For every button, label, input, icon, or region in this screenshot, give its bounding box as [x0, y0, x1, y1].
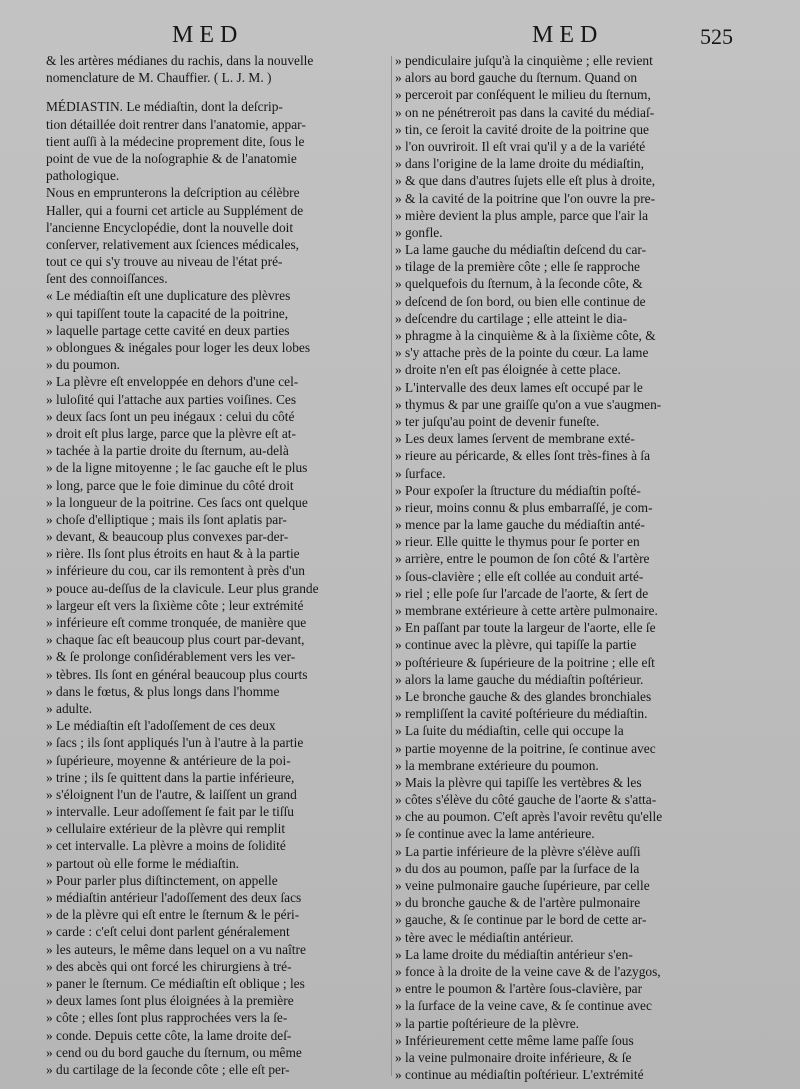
text-line: » deux ſacs ſont un peu inégaux : celui du côté: [46, 408, 295, 424]
text-line: pathologique.: [46, 168, 120, 184]
text-line: » intervalle. Leur adoſſement ſe fait par le tiſſu: [46, 804, 295, 820]
text-line: » thymus & par une graiſſe qu'on a vue s'augmen-: [395, 396, 662, 412]
paragraph: [46, 98, 396, 1078]
text-line: » tilage de la première côte ; elle ſe rapproche: [395, 259, 640, 275]
running-head-left: MED: [172, 22, 244, 48]
text-line: » tachée à la partie droite du ſternum, au-delà: [46, 443, 289, 459]
text-line: » cend ou du bord gauche du ſternum, ou même: [46, 1044, 302, 1060]
text-line: » & ſe prolonge conſidérablement vers les ver-: [46, 649, 296, 665]
text-line: » oblongues & inégales pour loger les deux lobes: [46, 340, 311, 355]
text-line: » laquelle partage cette cavité en deux parties: [46, 322, 290, 338]
text-line: » qui tapiſſent toute la capacité de la poitrine,: [46, 305, 289, 321]
text-line: » Les deux lames ſervent de membrane exté-: [395, 431, 635, 447]
text-line: » gonfle.: [395, 224, 443, 240]
text-line: » Le médiaſtin eſt l'adoſſement de ces deux: [46, 718, 276, 734]
text-line: » ſous-clavière ; elle eſt collée au conduit arté-: [395, 568, 644, 584]
text-line: » Pour expoſer la ſtructure du médiaſtin poſté-: [395, 482, 641, 498]
text-line: » rière. Ils ſont plus étroits en haut & à la partie: [46, 546, 300, 562]
text-line: » ſe continue avec la lame antérieure.: [395, 826, 595, 842]
text-line: » droite n'en eſt pas éloignée à cette place.: [395, 362, 621, 378]
text-line: » continue avec la plèvre, qui tapiſſe la partie: [395, 637, 637, 653]
text-line: » Mais la plèvre qui tapiſſe les vertèbres & les: [395, 774, 642, 790]
text-line: » deſcend de ſon bord, ou bien elle continue de: [395, 293, 646, 309]
text-line: » cet intervalle. La plèvre a moins de ſolidité: [46, 838, 286, 854]
paragraph: [395, 52, 735, 1083]
text-line: » tèbres. Ils ſont en général beaucoup plus courts: [46, 666, 308, 682]
text-line: » quelquefois du ſternum, à la ſeconde côte, &: [395, 276, 643, 292]
text-line: » tère avec le médiaſtin antérieur.: [395, 929, 574, 945]
text-line: » En paſſant par toute la largeur de l'aorte, elle ſe: [395, 620, 656, 636]
text-line: » dans l'origine de la lame droite du médiaſtin,: [395, 156, 644, 172]
text-line: » paner le ſternum. Ce médiaſtin eſt oblique ; les: [46, 975, 305, 991]
text-line: » alors au bord gauche du ſternum. Quand on: [395, 70, 638, 86]
text-line: » ſacs ; ils ſont appliqués l'un à l'autre à la partie: [46, 735, 304, 751]
text-line: tout ce qui s'y trouve au niveau de l'état pré-: [46, 254, 283, 270]
text-line: » la ſurface de la veine cave, & ſe continue avec: [395, 998, 652, 1014]
text-line: » chaque ſac eſt beaucoup plus court par-devant,: [46, 632, 305, 648]
text-line: » s'éloignent l'un de l'autre, & laiſſent un grand: [46, 786, 297, 802]
text-line: » la partie poſtérieure de la plèvre.: [395, 1015, 580, 1031]
text-line: tion détaillée doit rentrer dans l'anatomie, appar-: [46, 116, 306, 132]
text-line: » inférieure eſt comme tronquée, de manière que: [46, 615, 307, 630]
text-line: Nous en emprunterons la deſcription au célèbre: [46, 185, 300, 201]
text-line: » gauche, & ſe continue par le bord de cette ar-: [395, 912, 647, 928]
text-line: » La lame gauche du médiaſtin deſcend du car-: [395, 242, 647, 258]
text-line: » côte ; elles ſont plus rapprochées vers la ſe-: [46, 1010, 288, 1026]
text-line: nomenclature de M. Chauffier. ( L. J. M. ): [46, 70, 272, 86]
text-line: » & la cavité de la poitrine que l'on ouvre la pre-: [395, 190, 656, 206]
text-line: » rieure au péricarde, & elles ſont très-fines à ſa: [395, 448, 651, 464]
text-line: » la membrane extérieure du poumon.: [395, 757, 599, 773]
text-line: » fonce à la droite de la veine cave & de l'azygos,: [395, 963, 661, 979]
text-line: » pouce au-deſſus de la clavicule. Leur plus grande: [46, 580, 319, 596]
text-line: » la longueur de la poitrine. Ces ſacs ont quelque: [46, 494, 308, 510]
text-line: » continue au médiaſtin poſtérieur. L'extrémité: [395, 1067, 644, 1083]
text-line: » adulte.: [46, 700, 93, 716]
text-line: » deux lames ſont plus éloignées à la première: [46, 993, 294, 1009]
text-line: » cellulaire extérieur de la plèvre qui remplit: [46, 821, 286, 837]
text-line: » alors la lame gauche du médiaſtin poſtérieur.: [395, 671, 644, 687]
text-line: & les artères médianes du rachis, dans la nouvelle: [46, 53, 314, 68]
text-line: tient auſſi à la médecine proprement dite, ſous le: [46, 133, 305, 149]
text-line: » les auteurs, le même dans lequel on a vu naître: [46, 941, 306, 957]
text-line: » carde : c'eſt celui dont parlent généralement: [46, 924, 290, 940]
text-line: » luloſité qui l'attache aux parties voiſines. Ces: [46, 391, 297, 407]
text-line: » La partie inférieure de la plèvre s'élève auſſi: [395, 843, 641, 859]
text-line: » rieur. Elle quitte le thymus pour ſe porter en: [395, 534, 640, 550]
text-line: » perceroit par conſéquent le milieu du ſternum,: [395, 87, 651, 103]
text-line: » du cartilage de la ſeconde côte ; elle eſt per-: [46, 1061, 290, 1077]
text-line: » partie moyenne de la poitrine, ſe continue avec: [395, 740, 656, 756]
text-line: » devant, & beaucoup plus convexes par-der-: [46, 529, 289, 545]
text-line: » l'on ouvriroit. Il eſt vrai qu'il y a de la variété: [395, 138, 646, 154]
text-line: » du bronche gauche & de l'artère pulmonaire: [395, 895, 641, 911]
text-line: » inférieure du cou, car ils remontent à près d'un: [46, 563, 305, 579]
running-head-right: MED: [532, 22, 604, 48]
text-line: « Le médiaſtin eſt une duplicature des plèvres: [46, 288, 291, 304]
paragraph: [46, 52, 396, 86]
right-column: [395, 52, 735, 1083]
text-line: » de la plèvre qui eſt entre le ſternum & le péri-: [46, 907, 300, 923]
text-line: » droit eſt plus large, parce que la plèvre eſt at-: [46, 425, 296, 441]
text-line: » deſcendre du cartilage ; elle atteint le dia-: [395, 310, 627, 326]
text-line: Haller, qui a fourni cet article au Supplément de: [46, 202, 304, 218]
text-line: » dans le fœtus, & plus longs dans l'homme: [46, 683, 280, 699]
text-line: » long, parce que le foie diminue du côté droit: [46, 477, 294, 493]
page-number: 525: [700, 24, 733, 49]
text-line: » largeur eſt vers la ſixième côte ; leur extrémité: [46, 597, 304, 613]
text-line: » arrière, entre le poumon de ſon côté & l'artère: [395, 551, 650, 567]
text-line: » rempliſſent la cavité poſtérieure du médiaſtin.: [395, 706, 648, 722]
text-line: » che au poumon. C'eſt après l'avoir revêtu qu'elle: [395, 809, 663, 825]
text-line: » Pour parler plus diſtinctement, on appelle: [46, 872, 278, 888]
text-line: » de la ligne mitoyenne ; le ſac gauche eſt le plus: [46, 460, 308, 476]
text-line: » côtes s'élève du côté gauche de l'aorte & s'atta-: [395, 792, 657, 808]
text-line: » partout où elle forme le médiaſtin.: [46, 855, 239, 871]
text-line: » trine ; ils ſe quittent dans la partie inférieure,: [46, 769, 295, 785]
text-line: » poſtérieure & ſupérieure de la poitrine ; elle eſt: [395, 654, 655, 670]
text-line: » Inférieurement cette même lame paſſe ſous: [395, 1032, 634, 1048]
text-line: l'ancienne Encyclopédie, dont la nouvelle doit: [46, 219, 294, 235]
text-line: » on ne pénétreroit pas dans la cavité du médiaſ-: [395, 104, 655, 120]
text-line: » s'y attache près de la pointe du cœur. La lame: [395, 345, 649, 361]
text-line: » mière devient la plus ample, parce que l'air la: [395, 207, 649, 223]
text-line: » tin, ce ſeroit la cavité droite de la poitrine que: [395, 121, 649, 137]
text-line: » du dos au poumon, paſſe par la ſurface de la: [395, 860, 640, 876]
text-line: » ſurface.: [395, 465, 446, 481]
text-line: ſent des connoiſſances.: [46, 271, 168, 287]
text-line: » veine pulmonaire gauche ſupérieure, par celle: [395, 878, 650, 893]
text-line: » Le bronche gauche & des glandes bronchiales: [395, 688, 652, 704]
text-line: » entre le poumon & l'artère ſous-clavière, par: [395, 981, 643, 997]
text-line: » du poumon.: [46, 357, 121, 373]
text-line: » riel ; elle poſe ſur l'arcade de l'aorte, & ſert de: [395, 585, 649, 601]
text-line: conſerver, relativement aux ſciences médicales,: [46, 236, 300, 252]
left-column: [46, 52, 396, 1078]
text-line: » & que dans d'autres ſujets elle eſt plus à droite,: [395, 173, 656, 189]
text-line: » La plèvre eſt enveloppée en dehors d'une cel-: [46, 374, 299, 390]
text-line: » conde. Depuis cette côte, la lame droite deſ-: [46, 1027, 292, 1043]
text-line: » ter juſqu'au point de devenir funeſte.: [395, 413, 600, 429]
text-line: » La ſuite du médiaſtin, celle qui occupe la: [395, 723, 624, 739]
text-line: » la veine pulmonaire droite inférieure, & ſe: [395, 1049, 632, 1065]
text-line: point de vue de la noſographie & de l'anatomie: [46, 150, 297, 166]
text-line: » choſe d'elliptique ; mais ils ſont aplatis par-: [46, 511, 287, 527]
text-line: » phragme à la cinquième & à la ſixième côte, &: [395, 328, 656, 343]
text-line: » mence par la lame gauche du médiaſtin anté-: [395, 517, 645, 533]
text-line: » L'intervalle des deux lames eſt occupé par le: [395, 379, 643, 395]
text-line: » médiaſtin antérieur l'adoſſement des deux ſacs: [46, 890, 302, 905]
text-line: MÉDIASTIN. Le médiaſtin, dont la deſcrip-: [46, 99, 283, 115]
text-line: » des abcès qui ont forcé les chirurgiens à tré-: [46, 958, 292, 974]
text-line: » pendiculaire juſqu'à la cinquième ; elle revient: [395, 53, 653, 68]
text-line: » ſupérieure, moyenne & antérieure de la poi-: [46, 752, 291, 768]
text-line: » La lame droite du médiaſtin antérieur s'en-: [395, 946, 633, 962]
text-line: » membrane extérieure à cette artère pulmonaire.: [395, 603, 658, 618]
text-line: » rieur, moins connu & plus embarraſſé, je com-: [395, 499, 653, 515]
